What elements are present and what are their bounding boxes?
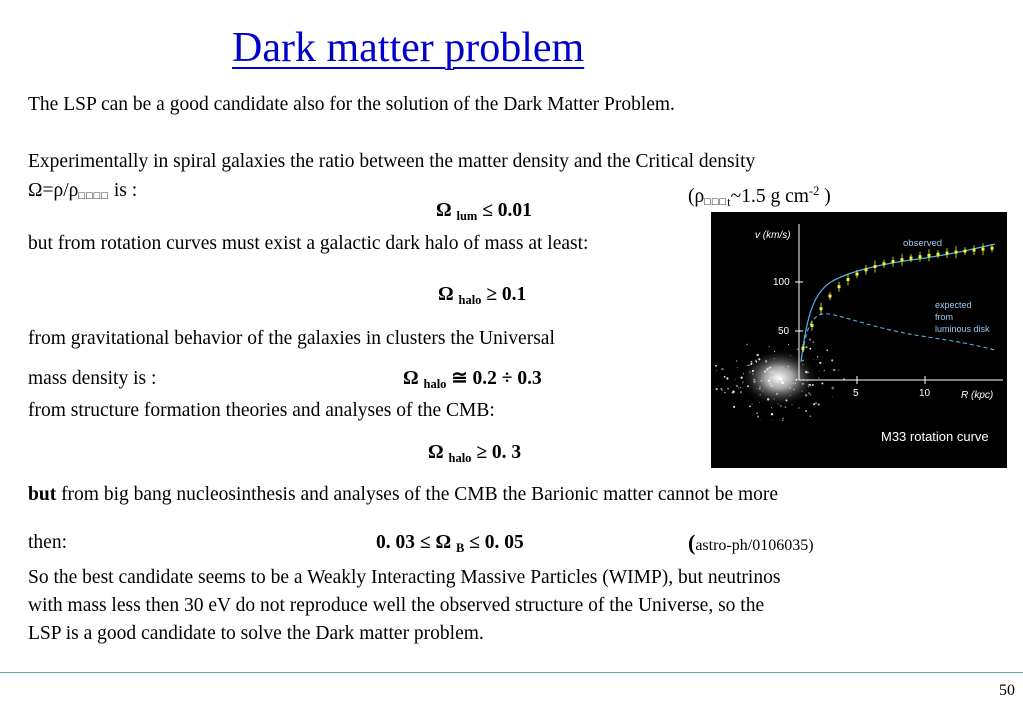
star-dot bbox=[769, 383, 771, 385]
eq-rest: ≅ 0.2 ÷ 0.3 bbox=[451, 368, 542, 389]
star-dot bbox=[770, 378, 771, 379]
clusters-line: from gravitational behavior of the galaxies in clusters the Universal bbox=[28, 328, 555, 349]
star-dot bbox=[783, 367, 784, 368]
star-dot bbox=[776, 393, 778, 395]
star-dot bbox=[761, 380, 763, 382]
star-dot bbox=[752, 404, 753, 405]
star-dot bbox=[774, 351, 775, 352]
star-dot bbox=[817, 403, 819, 405]
expected-label-2: from bbox=[935, 312, 953, 322]
star-dot bbox=[753, 363, 754, 364]
x-tick-label-5: 5 bbox=[853, 388, 859, 399]
critical-exponent: -2 bbox=[808, 184, 820, 198]
star-dot bbox=[750, 363, 752, 365]
then-label: then: bbox=[28, 532, 67, 553]
star-dot bbox=[759, 388, 760, 389]
star-dot bbox=[726, 377, 728, 379]
star-dot bbox=[805, 371, 807, 373]
star-dot bbox=[769, 372, 770, 373]
observed-point bbox=[847, 278, 850, 281]
star-dot bbox=[814, 359, 815, 360]
star-dot bbox=[768, 367, 770, 369]
footer-divider bbox=[0, 672, 1023, 673]
star-dot bbox=[793, 383, 794, 384]
star-dot bbox=[716, 370, 717, 371]
critical-missing-glyphs: □□□ bbox=[704, 196, 728, 208]
star-dot bbox=[738, 388, 739, 389]
critical-density bbox=[688, 180, 831, 213]
star-dot bbox=[833, 369, 835, 371]
star-dot bbox=[771, 407, 772, 408]
star-dot bbox=[818, 377, 820, 379]
star-dot bbox=[746, 344, 747, 345]
star-dot bbox=[812, 384, 814, 386]
star-dot bbox=[793, 389, 795, 391]
observed-point bbox=[991, 247, 994, 250]
eq-rest: ≥ 0. 3 bbox=[476, 442, 522, 463]
star-dot bbox=[797, 348, 799, 350]
y-tick-label-100: 100 bbox=[773, 277, 790, 288]
star-dot bbox=[810, 415, 812, 417]
star-dot bbox=[737, 367, 738, 368]
eq-omega-baryon bbox=[376, 532, 524, 559]
star-dot bbox=[753, 379, 755, 381]
star-dot bbox=[838, 369, 839, 370]
observed-point bbox=[865, 268, 868, 271]
observed-point bbox=[928, 254, 931, 257]
star-dot bbox=[782, 420, 783, 421]
star-dot bbox=[762, 390, 763, 391]
star-dot bbox=[819, 371, 820, 372]
star-dot bbox=[756, 412, 758, 414]
star-dot bbox=[757, 389, 758, 390]
observed-point bbox=[802, 347, 805, 350]
star-dot bbox=[768, 346, 769, 347]
star-dot bbox=[733, 406, 735, 408]
star-dot bbox=[768, 379, 771, 382]
observed-point bbox=[820, 307, 823, 310]
omega-symbol: Ω bbox=[428, 442, 444, 463]
star-dot bbox=[778, 404, 779, 405]
star-dot bbox=[826, 350, 827, 351]
star-dot bbox=[831, 359, 833, 361]
star-dot bbox=[724, 376, 726, 378]
star-dot bbox=[809, 339, 811, 341]
observed-point bbox=[910, 257, 913, 260]
star-dot bbox=[780, 378, 782, 380]
omega-definition bbox=[28, 180, 137, 207]
eq-left: 0. 03 ≤ bbox=[376, 532, 431, 553]
bbn-line bbox=[28, 484, 778, 506]
star-dot bbox=[788, 366, 789, 367]
star-dot bbox=[757, 416, 759, 418]
star-dot bbox=[805, 410, 807, 412]
star-dot bbox=[776, 381, 777, 382]
eq-omega-lum bbox=[436, 200, 532, 227]
observed-point bbox=[964, 250, 967, 253]
observed-point bbox=[937, 253, 940, 256]
critical-close: ) bbox=[824, 186, 831, 207]
critical-open: (ρ bbox=[688, 186, 705, 207]
eq-sub: halo bbox=[448, 451, 472, 465]
but-bold: but bbox=[28, 484, 57, 505]
star-dot bbox=[790, 387, 791, 388]
eq-sub: halo bbox=[458, 293, 482, 307]
observed-point bbox=[919, 255, 922, 258]
star-dot bbox=[808, 384, 809, 385]
star-dot bbox=[765, 360, 767, 362]
star-dot bbox=[824, 370, 825, 371]
omega-is: is : bbox=[113, 180, 138, 201]
eq-omega-halo-1 bbox=[438, 284, 526, 311]
expected-label-1: expected bbox=[935, 300, 972, 310]
star-dot bbox=[790, 395, 791, 396]
star-dot bbox=[779, 377, 780, 378]
m33-rotation-curve-figure bbox=[711, 212, 1007, 468]
star-dot bbox=[802, 383, 804, 385]
star-dot bbox=[743, 373, 744, 374]
observed-point bbox=[973, 249, 976, 252]
observed-point bbox=[892, 260, 895, 263]
eq-omega-halo-2 bbox=[403, 368, 542, 395]
star-dot bbox=[749, 406, 751, 408]
bbn-rest: from big bang nucleosinthesis and analyses of the CMB the Barionic matter cannot be more bbox=[56, 484, 779, 505]
eq-rest: ≤ 0. 05 bbox=[469, 532, 524, 553]
observed-point bbox=[946, 252, 949, 255]
star-dot bbox=[813, 341, 815, 343]
star-dot bbox=[747, 385, 749, 387]
star-dot bbox=[748, 365, 749, 366]
eq-rest: ≤ 0.01 bbox=[482, 200, 532, 221]
eq-omega-halo-3 bbox=[428, 442, 521, 469]
star-dot bbox=[722, 390, 724, 392]
star-dot bbox=[810, 394, 812, 396]
star-dot bbox=[790, 355, 791, 356]
star-dot bbox=[766, 368, 768, 370]
star-dot bbox=[721, 368, 723, 370]
star-dot bbox=[732, 392, 734, 394]
star-dot bbox=[756, 354, 758, 356]
star-dot bbox=[791, 404, 792, 405]
star-dot bbox=[815, 402, 817, 404]
star-dot bbox=[808, 392, 810, 394]
star-dot bbox=[727, 388, 728, 389]
star-dot bbox=[774, 376, 775, 377]
eq-sub: halo bbox=[423, 377, 447, 391]
star-dot bbox=[743, 381, 744, 382]
halo-line: but from rotation curves must exist a galactic dark halo of mass at least: bbox=[28, 233, 589, 254]
observed-point bbox=[838, 285, 841, 288]
mass-density-line: mass density is : bbox=[28, 368, 157, 389]
eq-sub: B bbox=[455, 541, 465, 555]
star-dot bbox=[759, 386, 761, 388]
star-dot bbox=[767, 398, 769, 400]
intro-line: The LSP can be a good candidate also for the solution of the Dark Matter Problem. bbox=[28, 94, 675, 115]
conclusion-line-1: So the best candidate seems to be a Weakly Interacting Massive Particles (WIMP), but neutrinos bbox=[28, 567, 781, 588]
star-dot bbox=[772, 371, 774, 373]
observed-point bbox=[883, 262, 886, 265]
observed-point bbox=[811, 324, 814, 327]
star-dot bbox=[751, 361, 753, 363]
star-dot bbox=[736, 360, 738, 362]
star-dot bbox=[774, 358, 775, 359]
star-dot bbox=[715, 365, 717, 367]
star-dot bbox=[740, 387, 741, 388]
expected-label-3: luminous disk bbox=[935, 324, 990, 334]
x-tick-label-10: 10 bbox=[919, 388, 931, 399]
eq-rest: ≥ 0.1 bbox=[486, 284, 527, 305]
star-dot bbox=[802, 391, 803, 392]
star-dot bbox=[752, 370, 754, 372]
rotation-curve-plot bbox=[711, 212, 1007, 468]
observed-point bbox=[829, 295, 832, 298]
star-dot bbox=[773, 398, 774, 399]
observed-point bbox=[856, 273, 859, 276]
omega-symbol: Ω bbox=[436, 200, 452, 221]
star-dot bbox=[760, 394, 761, 395]
star-dot bbox=[782, 381, 783, 382]
star-dot bbox=[802, 360, 804, 362]
reference bbox=[688, 532, 814, 557]
star-dot bbox=[740, 391, 742, 393]
star-dot bbox=[819, 362, 821, 364]
star-dot bbox=[788, 344, 789, 345]
star-dot bbox=[782, 417, 784, 419]
star-dot bbox=[808, 386, 809, 387]
star-dot bbox=[752, 373, 753, 374]
star-dot bbox=[770, 372, 772, 374]
star-dot bbox=[760, 420, 761, 421]
star-dot bbox=[813, 403, 815, 405]
y-axis-label: v (km/s) bbox=[755, 230, 791, 241]
star-dot bbox=[798, 407, 799, 408]
observed-point bbox=[982, 248, 985, 251]
omega-symbol: Ω bbox=[435, 532, 452, 553]
structure-line: from structure formation theories and analyses of the CMB: bbox=[28, 400, 495, 421]
star-dot bbox=[817, 356, 818, 357]
observed-point bbox=[955, 251, 958, 254]
conclusion-line-3: LSP is a good candidate to solve the Dark matter problem. bbox=[28, 623, 484, 644]
star-dot bbox=[832, 387, 835, 390]
star-dot bbox=[755, 360, 757, 362]
figure-caption: M33 rotation curve bbox=[881, 429, 989, 444]
missing-glyphs: □□□□ bbox=[78, 190, 109, 202]
star-dot bbox=[771, 413, 773, 415]
star-dot bbox=[720, 388, 722, 390]
star-dot bbox=[764, 371, 766, 373]
observed-point bbox=[874, 265, 877, 268]
star-dot bbox=[821, 382, 823, 384]
ref-text: astro-ph/0106035) bbox=[695, 537, 814, 554]
page-number: 50 bbox=[999, 682, 1015, 699]
omega-symbol: Ω bbox=[438, 284, 454, 305]
star-dot bbox=[772, 420, 773, 421]
x-axis-label: R (kpc) bbox=[961, 390, 994, 401]
omega-ratio: Ω=ρ/ρ bbox=[28, 180, 79, 201]
observed-point bbox=[901, 258, 904, 261]
eq-sub: lum bbox=[456, 209, 478, 223]
observed-label: observed bbox=[903, 238, 943, 249]
star-dot bbox=[758, 358, 760, 360]
ref-paren: ( bbox=[688, 530, 696, 555]
star-dot bbox=[832, 396, 833, 397]
observed-points bbox=[802, 243, 994, 352]
slide-title: Dark matter problem bbox=[232, 25, 585, 71]
star-dot bbox=[716, 388, 718, 390]
star-dot bbox=[749, 372, 750, 373]
star-dot bbox=[742, 382, 743, 383]
star-dot bbox=[809, 348, 811, 350]
star-dot bbox=[740, 377, 742, 379]
star-dot bbox=[777, 376, 778, 377]
star-dot bbox=[759, 402, 760, 403]
omega-symbol: Ω bbox=[403, 368, 419, 389]
star-dot bbox=[795, 383, 796, 384]
y-tick-label-50: 50 bbox=[778, 326, 790, 337]
star-dot bbox=[785, 399, 787, 401]
star-dot bbox=[747, 365, 748, 366]
experimental-line: Experimentally in spiral galaxies the ratio between the matter density and the Critical density bbox=[28, 151, 756, 172]
star-dot bbox=[724, 392, 726, 394]
star-dot bbox=[735, 379, 736, 380]
star-dot bbox=[805, 346, 807, 348]
star-dot bbox=[780, 405, 782, 407]
star-dot bbox=[771, 385, 773, 387]
star-dot bbox=[796, 379, 798, 381]
star-dot bbox=[753, 381, 755, 383]
star-dot bbox=[785, 406, 787, 408]
star-dot bbox=[805, 394, 808, 397]
critical-value: ~1.5 g cm bbox=[730, 186, 809, 207]
star-dot bbox=[736, 385, 738, 387]
conclusion-line-2: with mass less then 30 eV do not reproduce well the observed structure of the Universe, so the bbox=[28, 595, 765, 616]
star-dot bbox=[777, 375, 778, 376]
critical-sub: t bbox=[727, 195, 731, 209]
star-dot bbox=[802, 364, 803, 365]
